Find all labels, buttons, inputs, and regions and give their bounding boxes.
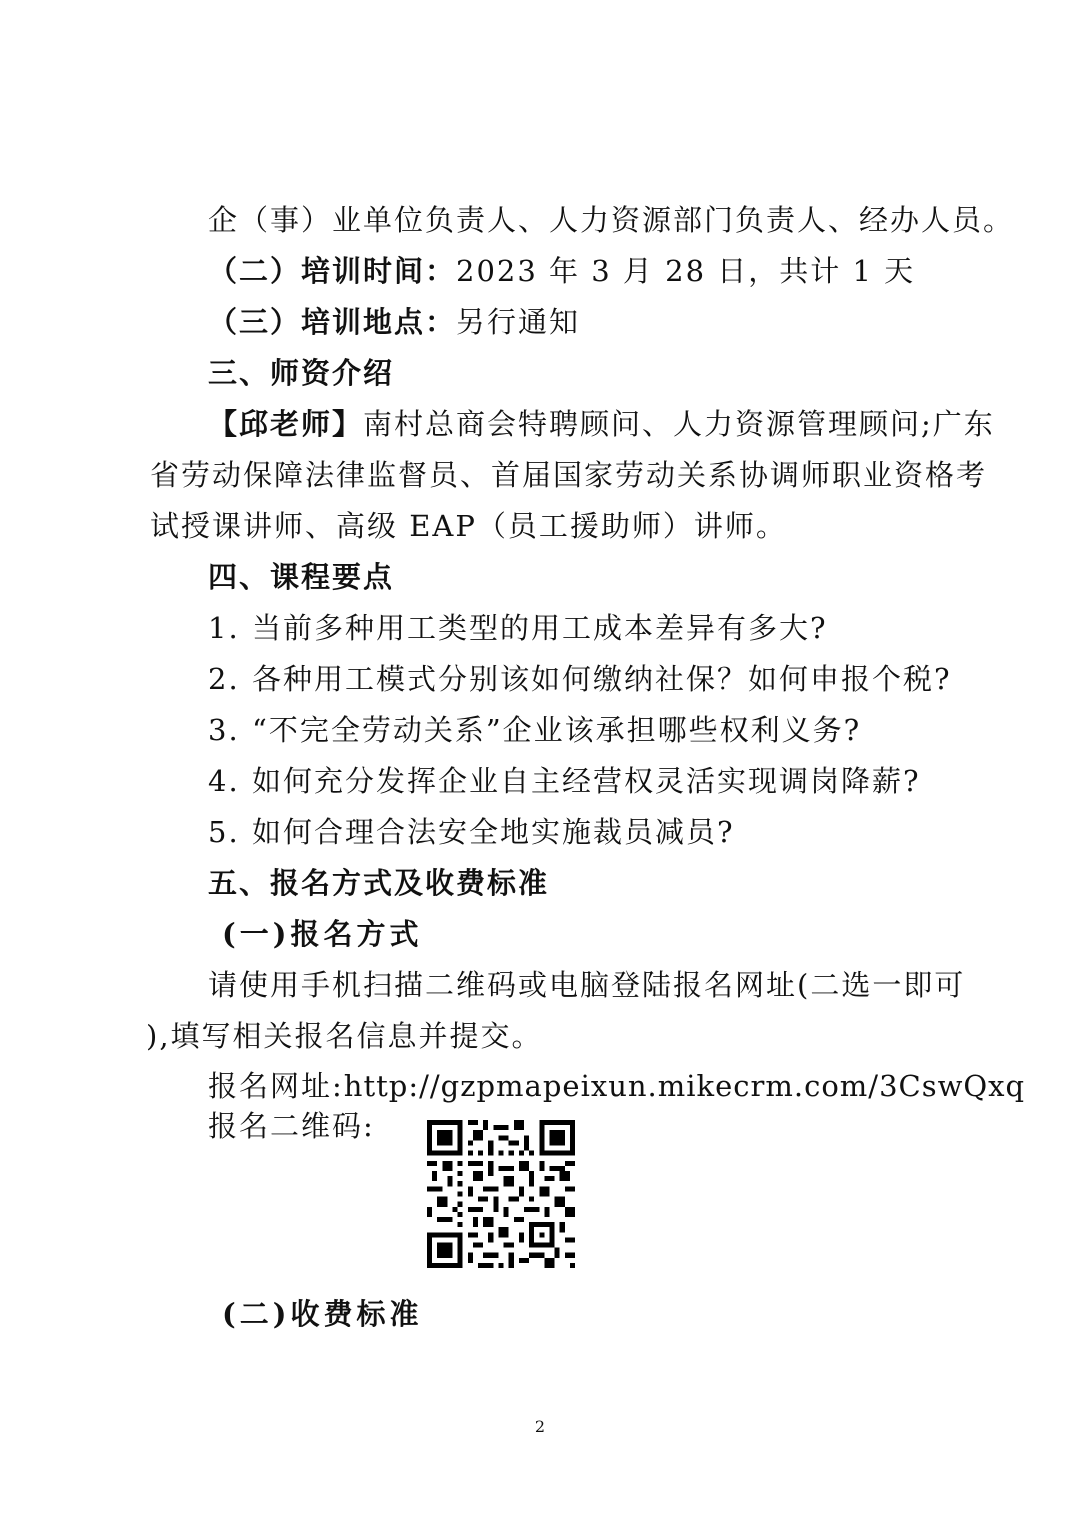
training-place-value: 另行通知: [456, 305, 581, 339]
subheading-fee-standard: (二)收费标准: [222, 1297, 423, 1331]
course-item-text: “不完全劳动关系”企业该承担哪些权利义务?: [252, 713, 862, 747]
course-item-number: 4.: [208, 764, 240, 798]
teacher-bio-line3: 试授课讲师、高级 EAP（员工援助师）讲师。: [150, 509, 787, 543]
teacher-bio-line2: 省劳动保障法律监督员、首届国家劳动关系协调师职业资格考: [150, 458, 988, 492]
registration-url-label: 报名网址:: [208, 1069, 344, 1103]
audience-line: 企（事）业单位负责人、人力资源部门负责人、经办人员。: [208, 203, 1015, 237]
section-heading-registration: 五、报名方式及收费标准: [208, 866, 550, 900]
course-item: [208, 608, 828, 648]
registration-instruction-line1: 请使用手机扫描二维码或电脑登陆报名网址(二选一即可: [208, 968, 966, 1002]
section-heading-course: 四、课程要点: [208, 560, 395, 594]
training-place-label: （三）培训地点：: [208, 305, 457, 339]
training-time-value: 2023 年 3 月 28 日，共计 1 天: [456, 254, 916, 288]
course-item-number: 1.: [208, 611, 240, 645]
training-place-row: [208, 302, 580, 342]
course-item-number: 2.: [208, 662, 240, 696]
registration-qr-label: 报名二维码:: [208, 1109, 375, 1143]
teacher-bio-text1: 南村总商会特聘顾问、人力资源管理顾问;广东: [363, 407, 995, 441]
course-item: [208, 761, 921, 801]
course-item-text: 各种用工模式分别该如何缴纳社保？如何申报个税?: [252, 662, 952, 696]
course-item: [208, 812, 735, 852]
course-item-text: 当前多种用工类型的用工成本差异有多大?: [252, 611, 828, 645]
registration-qr-code[interactable]: [427, 1120, 575, 1268]
training-time-label: （二）培训时间：: [208, 254, 457, 288]
course-item-text: 如何充分发挥企业自主经营权灵活实现调岗降薪?: [252, 764, 921, 798]
course-item-number: 5.: [208, 815, 240, 849]
registration-instruction-line2: ),填写相关报名信息并提交。: [146, 1019, 543, 1053]
training-time-row: [208, 251, 915, 291]
teacher-bio-line1: [208, 404, 995, 444]
course-item: [208, 710, 861, 750]
page-number: 2: [534, 1417, 546, 1436]
registration-url-link[interactable]: http://gzpmapeixun.mikecrm.com/3CswQxq: [343, 1069, 1026, 1103]
subheading-registration-method: (一)报名方式: [222, 917, 423, 951]
registration-url-row: [208, 1066, 1025, 1106]
section-heading-teachers: 三、师资介绍: [208, 356, 395, 390]
course-item: [208, 659, 952, 699]
teacher-name: 【邱老师】: [208, 407, 364, 441]
course-item-number: 3.: [208, 713, 240, 747]
course-item-text: 如何合理合法安全地实施裁员减员?: [252, 815, 735, 849]
